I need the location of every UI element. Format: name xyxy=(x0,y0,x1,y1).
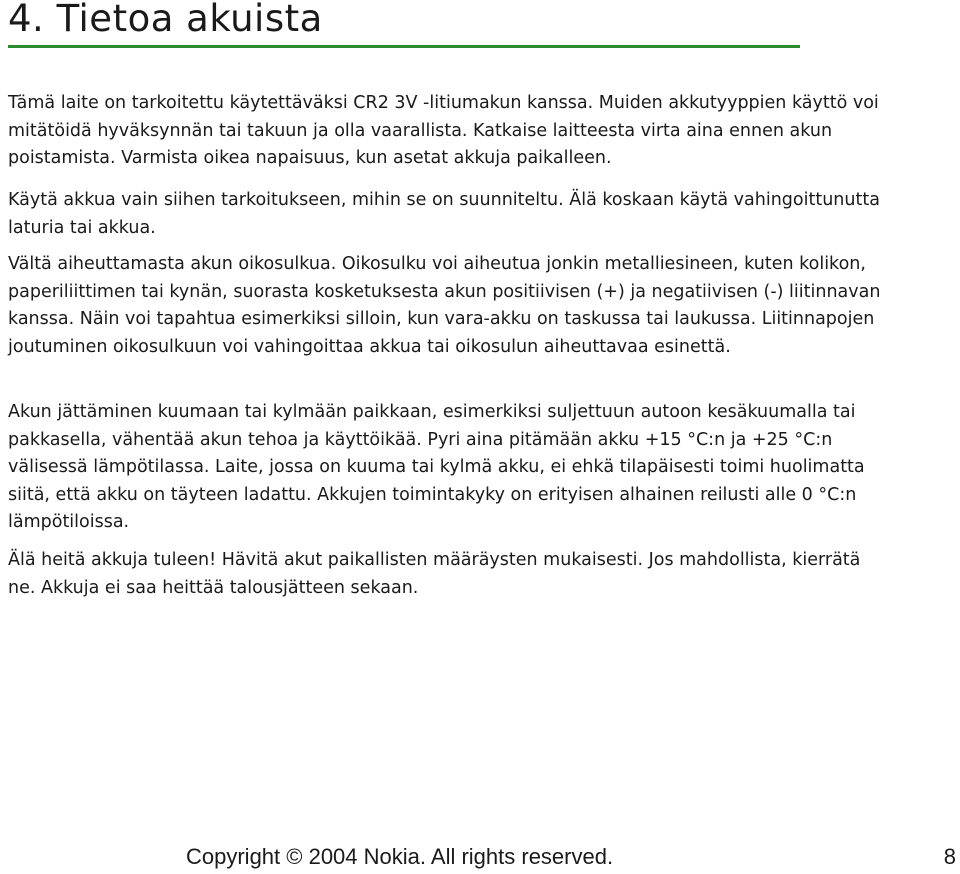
paragraph-disposal: Älä heitä akkuja tuleen! Hävitä akut paikallisten määräysten mukaisesti. Jos mahdollista, kierrätä ne. Akkuja ei saa heittää talousjätteen sekaan. xyxy=(8,550,861,598)
copyright-notice: Copyright © 2004 Nokia. All rights reserved. xyxy=(186,844,614,869)
page-number: 8 xyxy=(943,844,956,869)
paragraph-short-circuit: Vältä aiheuttamasta akun oikosulkua. Oikosulku voi aiheutua jonkin metalliesineen, kuten kolikon, paperiliittimen tai kynän, suorasta kosketuksesta akun positiivisen (+) ja negatiivisen (-) liitinnavan kanssa. Näin voi tapahtua esimerkiksi silloin, kun vara-akku on taskussa tai laukussa. Liitinnapojen joutuminen oikosulkuun voi vahingoittaa akkua tai oikosulun aiheuttavaa esinettä. xyxy=(8,254,881,357)
page-title: 4. Tietoa akuista xyxy=(8,0,323,40)
title-underline xyxy=(8,45,800,48)
paragraph-intended-use: Käytä akkua vain siihen tarkoitukseen, mihin se on suunniteltu. Älä koskaan käytä vahingoittunutta laturia tai akkua. xyxy=(8,190,880,238)
paragraph-battery-type: Tämä laite on tarkoitettu käytettäväksi CR2 3V -litiumakun kanssa. Muiden akkutyyppien käyttö voi mitätöidä hyväksynnän tai takuun ja olla vaarallista. Katkaise laitteesta virta aina ennen akun poistamista. Varmista oikea napaisuus, kun asetat akkuja paikalleen. xyxy=(8,93,879,168)
paragraph-temperature: Akun jättäminen kuumaan tai kylmään paikkaan, esimerkiksi suljettuun autoon kesäkuumalla tai pakkasella, vähentää akun tehoa ja käyttöikää. Pyri aina pitämään akku +15 °C:n ja +25 °C:n välisessä lämpötilassa. Laite, jossa on kuuma tai kylmä akku, ei ehkä tilapäisesti toimi huolimatta siitä, että akku on täyteen ladattu. Akkujen toimintakyky on erityisen alhainen reilusti alle 0 °C:n lämpötiloissa. xyxy=(8,402,865,532)
